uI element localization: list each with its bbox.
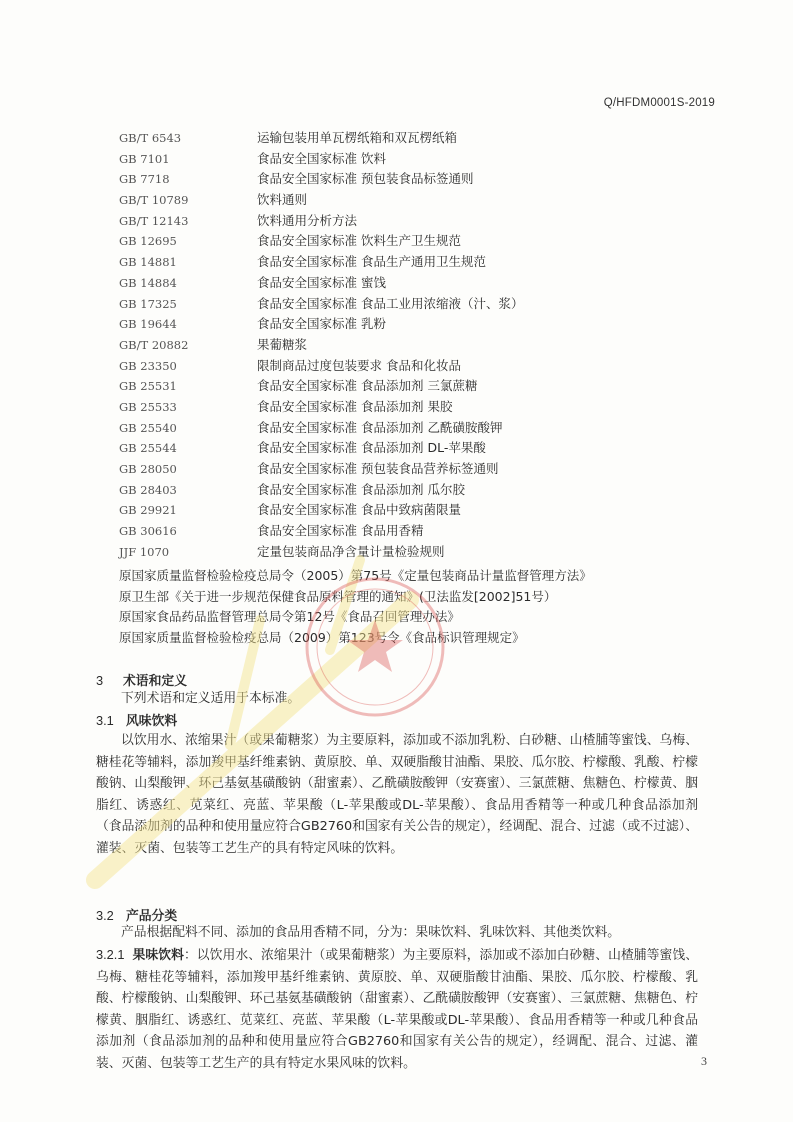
reference-row (119, 521, 719, 542)
reference-row (119, 356, 719, 377)
section-title: 产品分类 (126, 909, 178, 924)
normative-references-list (119, 128, 719, 562)
reference-title: 食品安全国家标准 食品添加剂 果胶 (257, 398, 453, 414)
regulation-row: 原国家食品药品监督管理总局令第12号《食品召回管理办法》 (119, 609, 460, 625)
reference-row (119, 149, 719, 170)
reference-code: GB 7718 (119, 172, 170, 187)
reference-title: 食品安全国家标准 饮料 (257, 150, 386, 166)
reference-code: GB 14884 (119, 275, 177, 290)
reference-code: GB 19644 (119, 317, 177, 332)
document-code: Q/HFDM0001S-2019 (603, 97, 715, 109)
reference-title: 食品安全国家标准 预包装食品营养标签通则 (257, 461, 499, 476)
section-3-2-body: 产品根据配料不同、添加的食品用香精不同，分为：果味饮料、乳味饮料、其他类饮料。 (121, 925, 621, 940)
section-number: 3.2 (96, 908, 114, 923)
reference-code: GB 7101 (119, 151, 170, 166)
regulation-row: 原国家质量监督检验检疫总局令（2005）第75号《定量包装商品计量监督管理方法》 (119, 568, 592, 583)
reference-title: 食品安全国家标准 食品添加剂 DL-苹果酸 (257, 440, 486, 456)
section-3-1-heading (96, 710, 177, 729)
reference-row (119, 376, 719, 397)
reference-code: GB/T 6543 (119, 131, 182, 145)
reference-row (119, 542, 719, 563)
section-number: 3.2.1 (96, 947, 125, 962)
reference-title: 食品安全国家标准 食品添加剂 乙酰磺胺酸钾 (257, 419, 503, 435)
regulation-row: 原国家质量监督检验检疫总局（2009）第123号令《食品标识管理规定》 (119, 630, 525, 646)
reference-row (119, 128, 719, 149)
reference-title: 食品安全国家标准 饮料生产卫生规范 (257, 233, 461, 249)
reference-code: GB 23350 (119, 358, 177, 373)
reference-row (119, 190, 719, 211)
reference-code: GB/T 12143 (119, 213, 189, 228)
reference-code: GB 25544 (119, 441, 177, 456)
reference-row (119, 500, 719, 521)
reference-title: 运输包装用单瓦楞纸箱和双瓦楞纸箱 (257, 130, 458, 145)
page-number: 3 (701, 1054, 707, 1068)
reference-title: 食品安全国家标准 预包装食品标签通则 (257, 171, 474, 187)
reference-row (119, 252, 719, 273)
reference-row (119, 335, 719, 356)
regulation-row: 原卫生部《关于进一步规范保健食品原料管理的通知》(卫法监发[2002]51号） (119, 588, 557, 604)
reference-row (119, 169, 719, 190)
reference-title: 饮料通用分析方法 (257, 212, 358, 228)
reference-code: GB 25533 (119, 399, 177, 414)
reference-code: GB 28050 (119, 462, 177, 476)
reference-title: 限制商品过度包装要求 食品和化妆品 (257, 357, 461, 373)
reference-row (119, 459, 719, 480)
reference-title: 食品安全国家标准 食品生产通用卫生规范 (257, 254, 486, 270)
reference-title: 食品安全国家标准 食品用香精 (257, 523, 424, 539)
reference-title: 饮料通则 (257, 192, 308, 208)
reference-row (119, 397, 719, 418)
reference-title: 食品安全国家标准 食品添加剂 瓜尔胶 (257, 481, 465, 497)
reference-row (119, 480, 719, 501)
reference-code: GB 25531 (119, 379, 177, 394)
reference-title: 食品安全国家标准 食品中致病菌限量 (257, 502, 461, 518)
reference-code: GB 12695 (119, 234, 177, 249)
section-3-intro: 下列术语和定义适用于本标准。 (121, 691, 301, 706)
section-number: 3 (96, 673, 104, 688)
section-3-heading (96, 670, 187, 689)
reference-row (119, 231, 719, 252)
section-3-2-1-body (96, 944, 698, 1075)
regulations-list (119, 566, 592, 649)
reference-row (119, 273, 719, 294)
reference-title: 食品安全国家标准 食品添加剂 三氯蔗糖 (257, 378, 478, 394)
reference-row (119, 418, 719, 439)
reference-code: GB/T 10789 (119, 193, 189, 208)
reference-code: JJF 1070 (119, 544, 170, 559)
reference-code: GB 14881 (119, 255, 177, 270)
reference-row (119, 314, 719, 335)
reference-row (119, 438, 719, 459)
reference-row (119, 211, 719, 232)
reference-row (119, 294, 719, 315)
reference-code: GB 25540 (119, 420, 177, 435)
term-name: 果味饮料 (132, 948, 184, 963)
reference-title: 食品安全国家标准 乳粉 (257, 316, 386, 332)
section-number: 3.1 (96, 713, 114, 728)
reference-code: GB 17325 (119, 296, 177, 311)
reference-code: GB/T 20882 (119, 337, 189, 352)
reference-code: GB 29921 (119, 503, 177, 518)
section-3-1-body: 以饮用水、浓缩果汁（或果葡糖浆）为主要原料，添加或不添加乳粉、白砂糖、山楂脯等蜜饯、乌梅、糖桂花等辅料，添加羧甲基纤维素钠、黄原胶、单、双硬脂酸甘油酯、果胶、瓜尔胶、柠檬酸、乳酸、柠檬酸钠、山梨酸钾、环己基氨基磺酸钠（甜蜜素）、乙酰磺胺酸钾（安赛蜜）、三氯蔗糖、焦糖色、柠檬黄、胭脂红、诱惑红、苋菜红、亮蓝、苹果酸（L-苹果酸或DL-苹果酸）、食品用香精等一种或几种食品添加剂（食品添加剂的品种和使用量应符合GB2760和国家有关公告的规定），经调配、混合、过滤（或不过滤）、灌装、灭菌、包装等工艺生产的具有特定风味的饮料。 (96, 733, 698, 856)
term-definition: ：以饮用水、浓缩果汁（或果葡糖浆）为主要原料，添加或不添加白砂糖、山楂脯等蜜饯、乌梅、糖桂花等辅料，添加羧甲基纤维素钠、黄原胶、单、双硬脂酸甘油酯、果胶、瓜尔胶、柠檬酸、乳酸、柠檬酸钠、山梨酸钾、环己基氨基磺酸钠（甜蜜素）、乙酰磺胺酸钾（安赛蜜）、三氯蔗糖、焦糖色、柠檬黄、胭脂红、诱惑红、苋菜红、亮蓝、苹果酸（L-苹果酸或DL-苹果酸）、食品用香精等一种或几种食品添加剂（食品添加剂的品种和使用量应符合GB2760和国家有关公告的规定），经调配、混合、过滤、灌装、灭菌、包装等工艺生产的具有特定水果风味的饮料。 (96, 948, 699, 1071)
section-title: 术语和定义 (123, 674, 187, 689)
reference-code: GB 28403 (119, 482, 177, 497)
section-title: 风味饮料 (126, 714, 178, 729)
reference-title: 果葡糖浆 (257, 336, 308, 352)
reference-title: 食品安全国家标准 蜜饯 (257, 274, 386, 290)
reference-code: GB 30616 (119, 524, 177, 539)
reference-title: 食品安全国家标准 食品工业用浓缩液（汁、浆） (257, 295, 524, 311)
reference-title: 定量包装商品净含量计量检验规则 (257, 543, 445, 559)
